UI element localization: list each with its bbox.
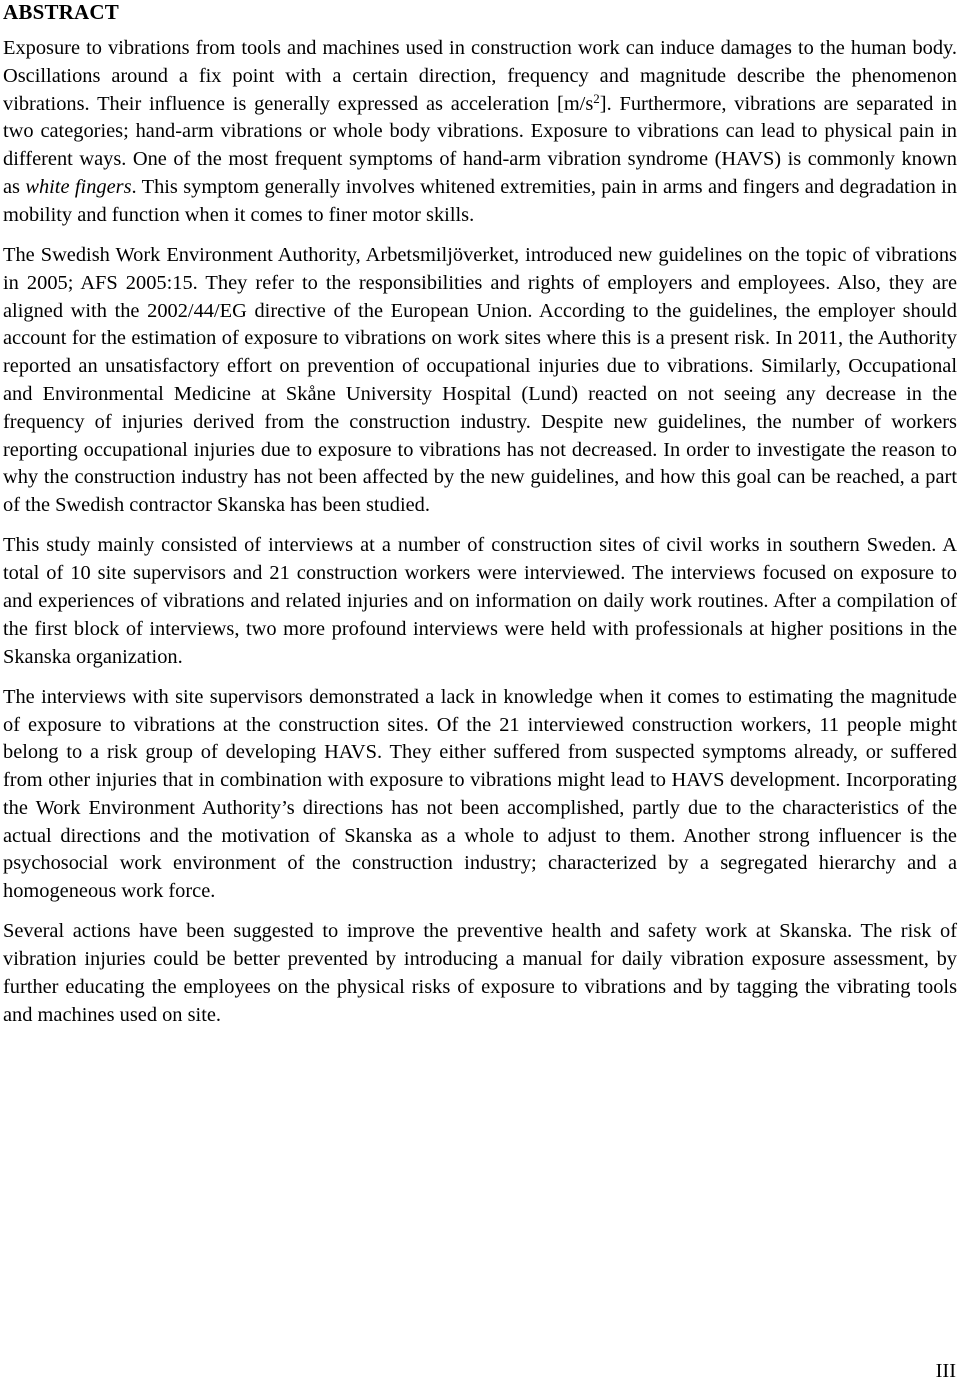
paragraph-1: [3, 35, 957, 230]
paragraph-3: This study mainly consisted of interviews at a number of construction sites of civil works in southern Sweden. A total of 10 site supervisors and 21 construction workers were interviewed. The interviews focused on exposure to and experiences of vibrations and related injuries and on information on daily work routines. After a compilation of the first block of interviews, two more profound interviews were held with professionals at higher positions in the Skanska organization.: [3, 534, 957, 668]
paragraph-1-text-b: ]. Furthermore, vibrations are separated in two categories; hand-arm vibrations or whole body vibrations. Exposure to vibrations can lead to physical pain in different ways. One of the most frequent symptoms of hand-arm vibration syndrome (HAVS) is commonly known as: [3, 92, 958, 198]
superscript-exponent: 2: [593, 90, 600, 106]
document-page: [3, 0, 957, 1042]
section-heading: ABSTRACT: [3, 0, 119, 24]
paragraph-5: Several actions have been suggested to improve the preventive health and safety work at Skanska. The risk of vibration injuries could be better prevented by introducing a manual for daily vibration exposure assessment, by further educating the employees on the physical risks of exposure to vibrations and by tagging the vibrating tools and machines used on site.: [3, 920, 957, 1026]
italic-term: white fingers: [25, 175, 132, 198]
paragraph-4: The interviews with site supervisors demonstrated a lack in knowledge when it comes to estimating the magnitude of exposure to vibrations at the construction sites. Of the 21 interviewed construction workers, 11 people might belong to a risk group of developing HAVS. They either suffered from suspected symptoms already, or suffered from other injuries that in combination with exposure to vibrations might lead to HAVS development. Incorporating the Work Environment Authority’s directions has not been accomplished, partly due to the characteristics of the actual directions and the motivation of Skanska as a whole to adjust to them. Another strong influencer is the psychosocial work environment of the construction industry; characterized by a segregated hierarchy and a homogeneous work force.: [3, 685, 957, 903]
paragraph-1-text-c: . This symptom generally involves whitened extremities, pain in arms and fingers and degradation in mobility and function when it comes to finer motor skills.: [3, 175, 957, 226]
page-number: III: [935, 1360, 956, 1382]
paragraph-2: The Swedish Work Environment Authority, Arbetsmiljöverket, introduced new guidelines on the topic of vibrations in 2005; AFS 2005:15. They refer to the responsibilities and rights of employers and employees. Also, they are aligned with the 2002/44/EG directive of the European Union. According to the guidelines, the employer should account for the estimation of exposure to vibrations on work sites where this is a present risk. In 2011, the Authority reported an unsatisfactory effort on prevention of occupational injuries due to vibrations. Similarly, Occupational and Environmental Medicine at Skåne University Hospital (Lund) reacted on not seeing any decrease in the frequency of injuries derived from the construction industry. Despite new guidelines, the number of workers reporting occupational injuries due to exposure to vibrations has not decreased. In order to investigate the reason to why the construction industry has not been affected by the new guidelines, and how this goal can be reached, a part of the Swedish contractor Skanska has been studied.: [3, 243, 957, 517]
paragraph-1-text-a: Exposure to vibrations from tools and machines used in construction work can induce damages to the human body. Oscillations around a fix point with a certain direction, frequency and magnitude describe the phenomenon vibrations. Their influence is generally expressed as acceleration [m/s: [3, 37, 957, 115]
